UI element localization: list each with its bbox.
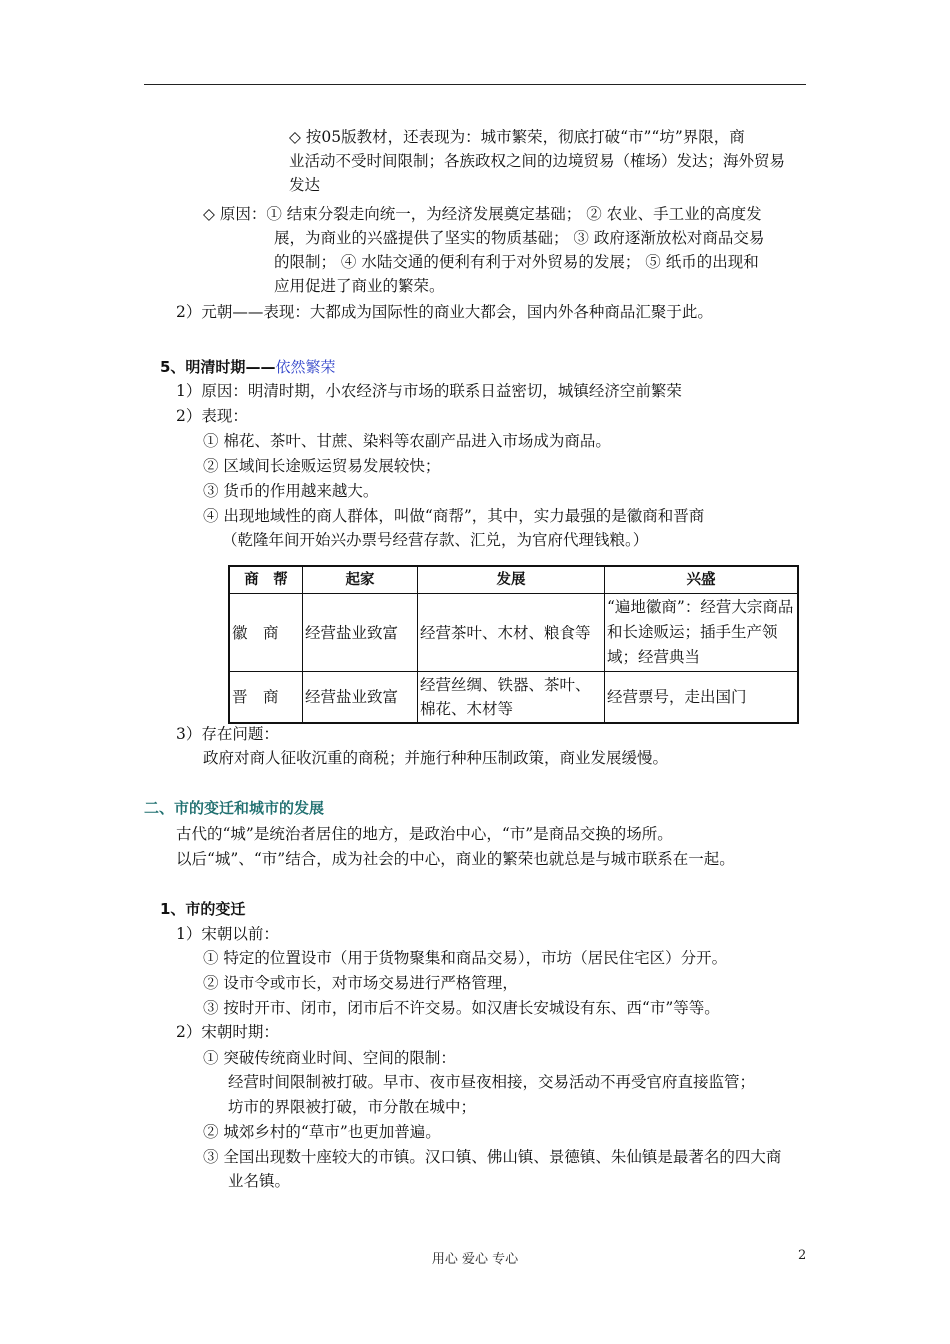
table-cell: 经营票号，走出国门 (605, 672, 799, 724)
song-05-line-1: ◇ 按05版教材，还表现为：城市繁荣，彻底打破“市”“坊”界限，商 (289, 128, 745, 146)
table-row (229, 672, 798, 724)
mingqing-heading-highlight: 依然繁荣 (275, 358, 336, 376)
table-header-cell: 发展 (418, 566, 605, 594)
table-header-cell: 商 帮 (229, 566, 303, 594)
before-song-item-2: ② 设市令或市长，对市场交易进行严格管理， (203, 974, 518, 992)
mingqing-item-4-note: （乾隆年间开始兴办票号经营存款、汇兑，为官府代理钱粮。） (222, 531, 649, 549)
song-reason-line-3: 的限制； ④ 水陆交通的便利有利于对外贸易的发展； ⑤ 纸币的出现和 (274, 253, 759, 271)
yuan-line: 2）元朝——表现：大都成为国际性的商业大都会，国内外各种商品汇聚于此。 (176, 303, 713, 321)
mingqing-heading (160, 356, 335, 378)
table-cell: 经营茶叶、木材、粮食等 (418, 594, 605, 672)
mingqing-reason: 1）原因：明清时期，小农经济与市场的联系日益密切，城镇经济空前繁荣 (176, 382, 682, 400)
song-period-label: 2）宋朝时期： (176, 1023, 279, 1041)
table-cell: 晋 商 (229, 672, 303, 724)
before-song-label: 1）宋朝以前： (176, 925, 279, 943)
before-song-item-3: ③ 按时开市、闭市，闭市后不许交易。如汉唐长安城设有东、西“市”等等。 (203, 999, 720, 1017)
table-header-cell: 兴盛 (605, 566, 799, 594)
table-cell: 徽 商 (229, 594, 303, 672)
song-period-item-1b: 坊市的界限被打破，市分散在城中； (228, 1098, 477, 1116)
song-period-item-2: ② 城郊乡村的“草市”也更加普遍。 (203, 1123, 441, 1141)
song-reason-line-4: 应用促进了商业的繁荣。 (274, 277, 445, 295)
table-cell: 经营盐业致富 (303, 672, 418, 724)
table-header-cell: 起家 (303, 566, 418, 594)
mingqing-problem-text: 政府对商人征收沉重的商税；并施行种种压制政策，商业发展缓慢。 (203, 749, 669, 767)
merchant-group-table (228, 565, 799, 724)
mingqing-show-label: 2）表现： (176, 407, 248, 425)
section2-intro-1: 古代的“城”是统治者居住的地方，是政治中心，“市”是商品交换的场所。 (176, 825, 673, 843)
mingqing-item-4: ④ 出现地域性的商人群体，叫做“商帮”，其中，实力最强的是徽商和晋商 (203, 507, 705, 525)
section2-intro-2: 以后“城”、“市”结合，成为社会的中心，商业的繁荣也就总是与城市联系在一起。 (176, 850, 735, 868)
song-reason-line-2: 展，为商业的兴盛提供了坚实的物质基础； ③ 政府逐渐放松对商品交易 (274, 229, 765, 247)
mingqing-item-2: ② 区域间长途贩运贸易发展较快； (203, 457, 441, 475)
table-row (229, 594, 798, 672)
before-song-item-1: ① 特定的位置设市（用于货物聚集和商品交易），市坊（居民住宅区）分开。 (203, 949, 728, 967)
song-period-item-3: ③ 全国出现数十座较大的市镇。汉口镇、佛山镇、景德镇、朱仙镇是最著名的四大商 (203, 1148, 782, 1166)
song-period-item-1: ① 突破传统商业时间、空间的限制： (203, 1049, 456, 1067)
page-footer: 用心 爱心 专心 (431, 1252, 519, 1267)
table-cell: “遍地徽商”：经营大宗商品和长途贩运；插手生产领域；经营典当 (605, 594, 799, 672)
song-period-item-3b: 业名镇。 (228, 1172, 291, 1190)
section2-heading: 二、市的变迁和城市的发展 (144, 799, 325, 817)
page-number: 2 (798, 1248, 807, 1263)
table-cell: 经营丝绸、铁器、茶叶、棉花、木材等 (418, 672, 605, 724)
song-period-item-1a: 经营时间限制被打破。早市、夜市昼夜相接，交易活动不再受官府直接监管； (228, 1073, 756, 1091)
market-change-heading: 1、市的变迁 (160, 900, 246, 918)
mingqing-heading-text: 5、明清时期—— (160, 358, 276, 376)
mingqing-item-3: ③ 货币的作用越来越大。 (203, 482, 379, 500)
header-rule (144, 84, 806, 85)
table-cell: 经营盐业致富 (303, 594, 418, 672)
mingqing-problem-label: 3）存在问题： (176, 725, 279, 743)
song-05-line-2: 业活动不受时间限制；各族政权之间的边境贸易（榷场）发达；海外贸易 (289, 152, 786, 170)
song-05-line-3: 发达 (289, 176, 321, 194)
mingqing-item-1: ① 棉花、茶叶、甘蔗、染料等农副产品进入市场成为商品。 (203, 432, 611, 450)
song-reason-line-1: ◇ 原因：① 结束分裂走向统一，为经济发展奠定基础； ② 农业、手工业的高度发 (203, 205, 762, 223)
table-header-row (229, 566, 798, 594)
